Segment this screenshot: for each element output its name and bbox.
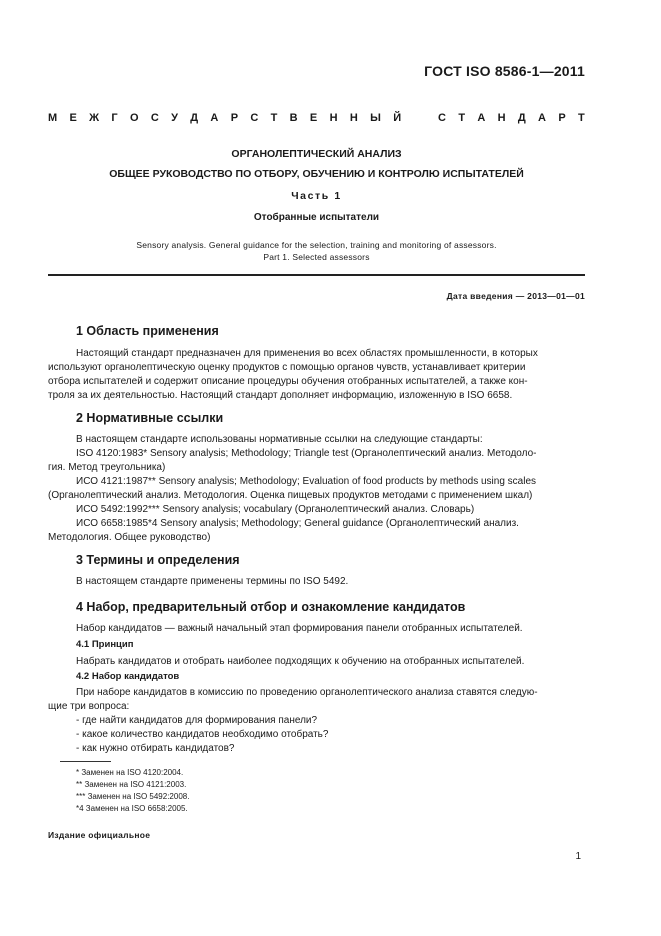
banner-letter: С [150,112,159,124]
banner-letter: Ж [89,112,100,124]
banner-letter: С [438,112,446,124]
question-item: - какое количество кандидатов необходимо отобрать? [76,729,329,740]
banner-letter: А [538,112,546,124]
page-number: 1 [575,851,581,862]
banner-letter: Е [69,112,77,124]
banner-letter: Ы [370,112,381,124]
banner-letter: А [210,112,219,124]
footnote: *4 Заменен на ISO 6658:2005. [76,804,188,813]
banner-letter: Д [190,112,199,124]
reference-iso-4121: ИСО 4121:1987** Sensory analysis; Methodology; Evaluation of food products by methods using scales [76,476,537,487]
footnote-separator [60,761,111,762]
footnote: * Заменен на ISO 4120:2004. [76,768,184,777]
paragraph-line: отбора испытателей и содержит описание процедуры обучения отобранных испытателей, а также кон- [48,376,528,387]
banner-letter: М [48,112,58,124]
subsection-4-1-paragraph [48,655,585,669]
question-item: - где найти кандидатов для формирования панели? [76,715,318,726]
official-edition-label: Издание официальное [48,830,151,840]
banner-letter: А [477,112,486,124]
banner-letter: Е [309,112,318,124]
banner-letter: Й [393,112,402,124]
paragraph-line: В настоящем стандарте применены термины по ISO 5492. [76,576,349,587]
paragraph-line: Набрать кандидатов и отобрать наиболее подходящих к обучению на отобранных испытателей. [76,656,525,667]
reference-iso-4121-cont: (Органолептический анализ. Методология. Оценка пищевых продуктов методами с применением шкал) [48,490,533,501]
reference-iso-6658-cont: Методология. Общее руководство) [48,532,211,543]
paragraph-line: Набор кандидатов — важный начальный этап формирования панели отобранных испытателей. [76,623,523,634]
standard-code: ГОСТ ISO 8586-1—2011 [424,63,585,79]
banner-letter: Т [270,112,278,124]
subsection-4-1-heading: 4.1 Принцип [76,639,134,650]
references-intro: В настоящем стандарте использованы нормативные ссылки на следующие стандарты: [76,434,483,445]
section-2-heading: 2 Нормативные ссылки [76,411,224,425]
section-3-paragraph [48,575,585,589]
reference-iso-4120-cont: гия. Метод треугольника) [48,462,166,473]
paragraph-line: используют органолептическую оценку продуктов с помощью органов чувств, устанавливает критерии [48,362,526,373]
part-title: Отобранные испытатели [253,212,380,223]
banner-letter: Н [497,112,506,124]
banner-letter: Т [577,112,585,124]
footnote: ** Заменен на ISO 4121:2003. [76,780,187,789]
section-4-heading: 4 Набор, предварительный отбор и ознакомление кандидатов [76,600,466,614]
banner-letter: Р [558,112,566,124]
title-divider [48,274,585,276]
footnote: *** Заменен на ISO 5492:2008. [76,792,190,801]
banner-letter: Н [329,112,338,124]
banner-letter: С [250,112,259,124]
banner-letter: Т [458,112,466,124]
english-title-line-2: Part 1. Selected assessors [263,252,370,262]
title-line-1: ОРГАНОЛЕПТИЧЕСКИЙ АНАЛИЗ [231,148,402,160]
subsection-4-2-paragraph [48,686,585,756]
reference-iso-5492: ИСО 5492:1992*** Sensory analysis; vocabulary (Органолептический анализ. Словарь) [76,504,475,515]
banner-letter: Г [111,112,118,124]
paragraph-line: При наборе кандидатов в комиссию по проведению органолептического анализа ставятся следую- [76,687,538,698]
section-2-references [48,433,585,545]
part-number: Часть 1 [291,190,342,202]
title-line-2: ОБЩЕЕ РУКОВОДСТВО ПО ОТБОРУ, ОБУЧЕНИЮ И КОНТРОЛЮ ИСПЫТАТЕЛЕЙ [109,168,524,180]
interstate-standard-banner [48,112,585,124]
section-1-paragraph [48,347,585,403]
banner-letter: Р [230,112,239,124]
section-1-heading: 1 Область применения [76,324,219,338]
section-4-intro [48,622,585,636]
paragraph-line: щие три вопроса: [48,701,130,712]
banner-letter: О [129,112,139,124]
banner-letter: Н [349,112,358,124]
reference-iso-4120: ISO 4120:1983* Sensory analysis; Methodology; Triangle test (Органолептический анализ. Методоло- [76,448,537,459]
reference-iso-6658: ИСО 6658:1985*4 Sensory analysis; Methodology; General guidance (Органолептический анализ. [76,518,519,529]
paragraph-line: Настоящий стандарт предназначен для применения во всех областях промышленности, в которых [76,348,538,359]
banner-letter: Д [517,112,526,124]
english-title-line-1: Sensory analysis. General guidance for the selection, training and monitoring of assessors. [136,240,497,250]
section-3-heading: 3 Термины и определения [76,553,240,567]
banner-letter: У [171,112,178,124]
introduction-date: Дата введения — 2013—01—01 [446,291,585,301]
paragraph-line: троля за их деятельностью. Настоящий стандарт дополняет информацию, изложенную в ISO 6658. [48,390,513,401]
subsection-4-2-heading: 4.2 Набор кандидатов [76,671,180,682]
question-item: - как нужно отбирать кандидатов? [76,743,235,754]
banner-letter: В [289,112,298,124]
